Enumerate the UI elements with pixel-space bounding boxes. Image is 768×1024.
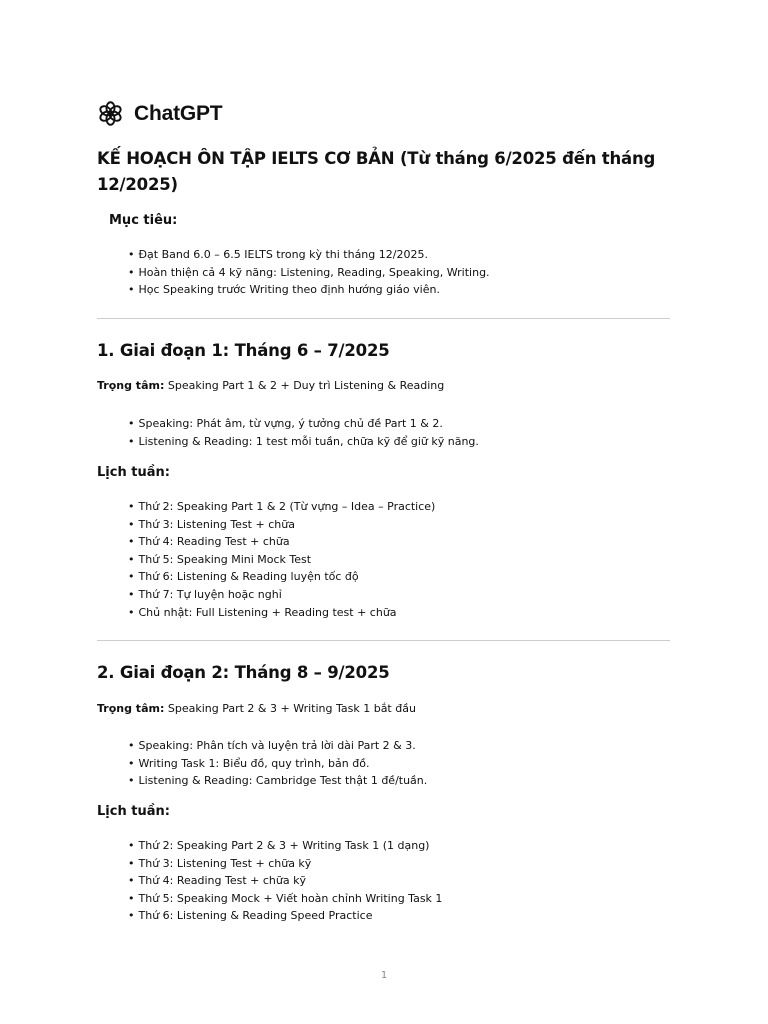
list-item: • Listening & Reading: 1 test mỗi tuần, chữa kỹ để giữ kỹ năng.: [128, 433, 479, 451]
list-item: • Thứ 6: Listening & Reading Speed Practice: [128, 907, 442, 925]
list-item: • Thứ 6: Listening & Reading luyện tốc độ: [128, 568, 435, 586]
list-item: • Listening & Reading: Cambridge Test thật 1 đề/tuần.: [128, 772, 427, 790]
list-item: • Thứ 2: Speaking Part 2 & 3 + Writing Task 1 (1 dạng): [128, 837, 442, 855]
list-item: • Thứ 2: Speaking Part 1 & 2 (Từ vựng – Idea – Practice): [128, 498, 435, 516]
phase-1-schedule-list: [128, 498, 435, 621]
focus-label: Trọng tâm:: [97, 702, 165, 715]
list-item: • Writing Task 1: Biểu đồ, quy trình, bản đồ.: [128, 755, 427, 773]
phase-1-focus: [97, 379, 444, 392]
focus-text: Speaking Part 2 & 3 + Writing Task 1 bắt đầu: [164, 702, 416, 715]
goals-heading: Mục tiêu:: [109, 213, 178, 228]
phase-2-focus-list: [128, 737, 427, 790]
brand-name: ChatGPT: [134, 101, 223, 125]
list-item: • Chủ nhật: Full Listening + Reading test + chữa: [128, 604, 435, 622]
phase-1-focus-list: [128, 415, 479, 450]
goals-list: [128, 246, 490, 299]
phase-2-focus: [97, 702, 416, 715]
list-item: • Học Speaking trước Writing theo định hướng giáo viên.: [128, 281, 490, 299]
list-item: • Speaking: Phân tích và luyện trả lời dài Part 2 & 3.: [128, 737, 427, 755]
divider: [97, 318, 670, 319]
phase-1-title: 1. Giai đoạn 1: Tháng 6 – 7/2025: [97, 341, 390, 360]
document-title: KẾ HOẠCH ÔN TẬP IELTS CƠ BẢN (Từ tháng 6/2025 đến tháng 12/2025): [97, 149, 656, 194]
focus-label: Trọng tâm:: [97, 379, 165, 392]
phase-2-schedule-heading: Lịch tuần:: [97, 804, 170, 819]
list-item: • Thứ 5: Speaking Mock + Viết hoàn chỉnh Writing Task 1: [128, 890, 442, 908]
list-item: • Hoàn thiện cả 4 kỹ năng: Listening, Reading, Speaking, Writing.: [128, 264, 490, 282]
list-item: • Thứ 5: Speaking Mini Mock Test: [128, 551, 435, 569]
list-item: • Speaking: Phát âm, từ vựng, ý tưởng chủ đề Part 1 & 2.: [128, 415, 479, 433]
openai-logo-icon: [97, 100, 124, 127]
list-item: • Thứ 3: Listening Test + chữa: [128, 516, 435, 534]
phase-2-title: 2. Giai đoạn 2: Tháng 8 – 9/2025: [97, 663, 390, 682]
list-item: • Đạt Band 6.0 – 6.5 IELTS trong kỳ thi tháng 12/2025.: [128, 246, 490, 264]
phase-2-schedule-list: [128, 837, 442, 925]
chatgpt-logo: [97, 100, 222, 127]
page-number: 1: [380, 970, 388, 981]
divider: [97, 640, 670, 641]
list-item: • Thứ 4: Reading Test + chữa: [128, 533, 435, 551]
list-item: • Thứ 4: Reading Test + chữa kỹ: [128, 872, 442, 890]
list-item: • Thứ 3: Listening Test + chữa kỹ: [128, 855, 442, 873]
focus-text: Speaking Part 1 & 2 + Duy trì Listening & Reading: [164, 379, 445, 392]
list-item: • Thứ 7: Tự luyện hoặc nghỉ: [128, 586, 435, 604]
phase-1-schedule-heading: Lịch tuần:: [97, 465, 170, 480]
